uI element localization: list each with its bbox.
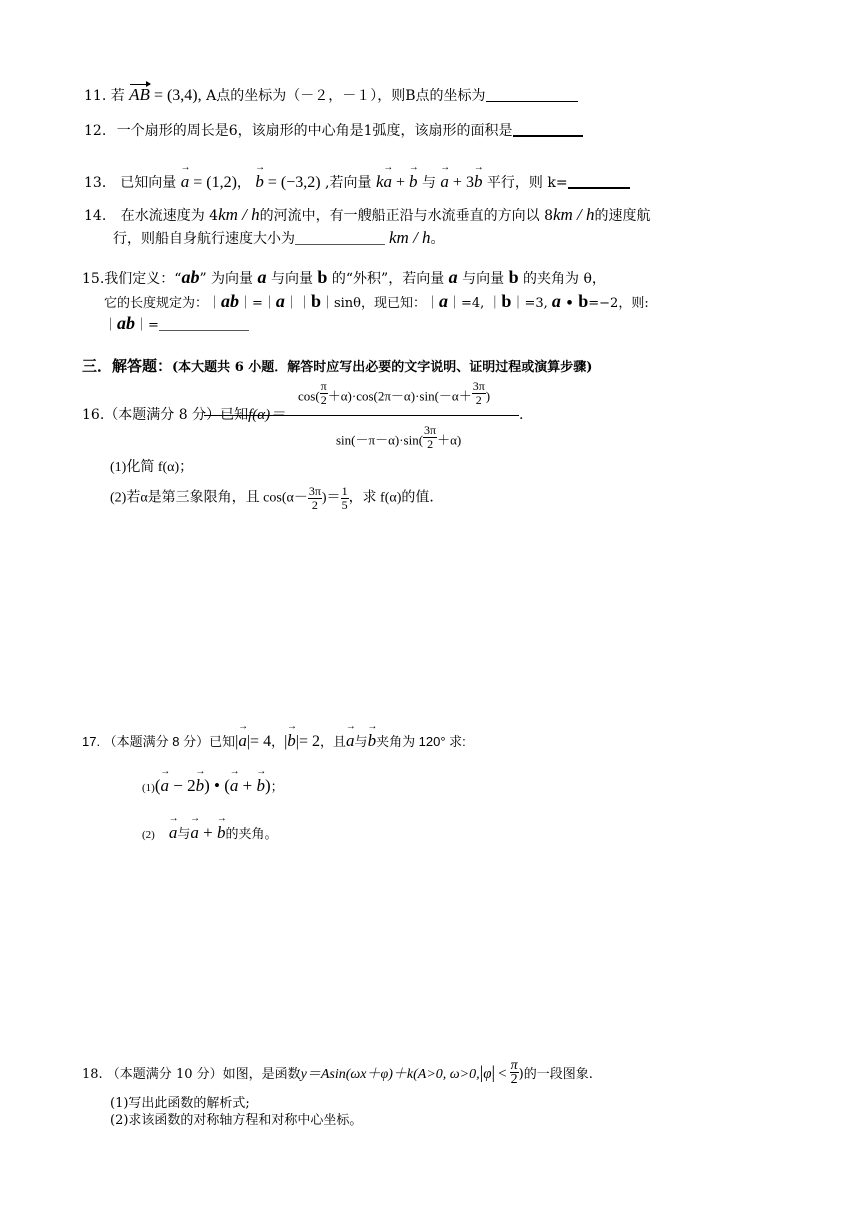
q14-unit: km / h: [552, 205, 595, 224]
q16-part-2-b: )＝: [321, 490, 341, 506]
q14-number: 14.: [84, 208, 107, 224]
q16-denom-a: sin(－π－α)·sin(: [336, 432, 424, 448]
q15-b: b: [578, 291, 589, 311]
q16-one: 1: [341, 484, 348, 498]
section-3-title: 三．解答题：: [82, 357, 173, 375]
q15-text-8: ｜=｜: [239, 296, 276, 311]
q18-lt: <: [498, 1066, 507, 1082]
q18-two: 2: [510, 1072, 518, 1087]
q14-text-4: 行，则船自身航行速度大小为: [113, 231, 295, 247]
q16-fraction-bar: [204, 415, 519, 416]
q18-part-2-text: (2)求该函数的对称轴方程和对称中心坐标。: [110, 1113, 363, 1128]
q15-a: a: [448, 267, 458, 287]
q15-text-14: ｜: [104, 318, 118, 333]
q11-vector-value: = (3,4),: [149, 87, 202, 104]
q14-text-2: 的河流中，有一艘船正沿与水流垂直的方向以 8: [259, 208, 553, 224]
vector-a: → a: [190, 824, 199, 842]
q12-answer-blank[interactable]: [513, 121, 583, 137]
q13-k: k: [375, 172, 384, 191]
q14-text-3: 的速度航: [594, 208, 651, 224]
question-15-line-3: [104, 314, 249, 335]
q15-text-6: 的夹角为 θ，: [523, 271, 606, 287]
q16-two: 2: [475, 393, 482, 407]
q13-text-3: 与: [421, 175, 436, 191]
q13-text-1: 已知向量: [120, 175, 177, 191]
q18-pi-over-2: [510, 1059, 519, 1086]
q15-text-5: 与向量: [462, 271, 505, 287]
vector-b: → b: [474, 173, 483, 191]
vector-b: → b: [255, 173, 264, 191]
question-14-line-2: [113, 229, 445, 248]
q15-text-2: ” 为向量: [199, 271, 254, 287]
q16-part-2: [110, 485, 443, 512]
q16-f-alpha: f(α)＝: [248, 407, 286, 423]
q11-prefix: 若: [110, 88, 125, 104]
q16-label: 16.（本题满分 8 分）已知: [82, 407, 249, 423]
vector-a: → a: [440, 173, 449, 191]
q13-plus-3: + 3: [448, 174, 474, 191]
q16-three-pi: 3π: [472, 379, 485, 393]
q16-end: .: [519, 407, 524, 423]
q17-angle: 夹角为 120° 求:: [376, 734, 466, 749]
vector-a: → a: [238, 732, 247, 750]
q18-part-2: [110, 1112, 362, 1130]
q16-3pi-over-2-cond: [308, 485, 322, 512]
q15-text-1: 我们定义：“: [104, 271, 182, 287]
q14-text-1: 在水流速度为 4: [120, 208, 219, 224]
q15-b: b: [317, 267, 328, 287]
q12-text: 一个扇形的周长是6，该扇形的中心角是1弧度，该扇形的面积是: [116, 123, 513, 139]
q15-ab: ab: [117, 313, 136, 333]
q14-answer-blank[interactable]: [295, 230, 385, 245]
q14-unit: km / h: [389, 228, 431, 247]
q17-part-2-label: (2): [142, 829, 155, 841]
q15-number: 15.: [82, 271, 105, 287]
q16-part-2-c: ，求 f(α)的值．: [348, 490, 444, 506]
q17-part-2-text: 的夹角。: [225, 826, 278, 841]
q15-text-12: ｜=3,: [511, 296, 552, 311]
question-15-line-1: [82, 268, 606, 288]
q16-two: 2: [320, 393, 327, 407]
q15-a: a: [438, 291, 448, 311]
q15-a: a: [257, 267, 267, 287]
q15-text-15: ｜=: [135, 318, 159, 333]
q13-b-value: = (−3,2): [263, 174, 321, 191]
q16-part-1: [110, 459, 193, 477]
q17-part-1: (1)(→ a − 2→ b) • (→ a + → b)；: [142, 777, 284, 797]
vector-b: → b: [196, 777, 205, 795]
q15-text-9: ｜｜: [284, 296, 311, 311]
q16-two: 2: [427, 437, 434, 451]
vector-a: → a: [346, 732, 355, 750]
q16-two: 2: [311, 498, 318, 512]
q18-head: 18. （本题满分 10 分）如图，是函数y＝Asin(ωx＋φ)＋k(A>0, ω>0,|φ| < $\frac{\pi}{2}$ )的一段图象.: [82, 1058, 593, 1087]
q15-ab: ab: [221, 291, 240, 311]
q18-phi: φ: [483, 1066, 492, 1082]
question-13: [84, 173, 630, 192]
q15-b: b: [310, 291, 321, 311]
q16-three-pi: 3π: [424, 423, 437, 437]
vector-a: → a: [230, 777, 239, 795]
vector-b: → b: [217, 824, 226, 842]
q15-text-3: 与向量: [270, 271, 313, 287]
q11-number: 11.: [84, 88, 107, 104]
q17-mid: ，且: [320, 734, 347, 749]
q13-a-value: = (1,2): [189, 174, 237, 191]
q17-part-2: (2)→ a与→ a + → b的夹角。: [142, 824, 277, 844]
q18-tail: )的一段图象.: [518, 1067, 593, 1082]
q16-three-pi: 3π: [308, 484, 321, 498]
q17-part-1-label: (1): [142, 782, 155, 794]
question-12: [84, 121, 583, 140]
q17-part-2-and: 与: [177, 826, 191, 841]
q18-pi: π: [510, 1058, 518, 1073]
section-3-note: (本大题共 6 小题．解答时应写出必要的文字说明、证明过程或演算步骤): [172, 360, 593, 375]
q17-b-magnitude: 2: [312, 733, 321, 750]
q15-text-13: =−2，则:: [588, 296, 649, 311]
q16-3pi-over-2-den: [423, 424, 437, 451]
q16-one-fifth: [341, 485, 349, 512]
q15-answer-blank[interactable]: [159, 316, 249, 331]
q16-numer-c: ): [485, 388, 491, 404]
vector-a: → a: [181, 173, 190, 191]
q16-numerator: [298, 379, 491, 411]
vector-a: → a: [169, 824, 178, 842]
q16-pi: π: [320, 379, 327, 393]
q15-dot: •: [560, 296, 579, 311]
q15-b: b: [508, 267, 519, 287]
vector-a: → a: [383, 173, 392, 191]
q16-five: 5: [341, 498, 348, 512]
q18-label: 18. （本题满分 10 分）如图，是函数: [82, 1067, 301, 1082]
q16-numer-a: cos(: [298, 388, 320, 404]
q15-b: b: [501, 291, 512, 311]
q15-text-11: ｜=4, ｜: [447, 296, 502, 311]
vector-a: → a: [161, 777, 170, 795]
q13-text-4: 平行，则 k=: [486, 175, 568, 191]
q15-text-4: 的“外积”，若向量: [331, 271, 445, 287]
q12-number: 12.: [84, 123, 107, 139]
q15-a: a: [275, 291, 285, 311]
q13-text-2: ,若向量: [325, 175, 372, 191]
question-11: [84, 86, 578, 105]
q11-text: A点的坐标为（－２，－１），则B点的坐标为: [206, 88, 486, 104]
q15-text-7: 它的长度规定为：｜: [104, 296, 222, 311]
q13-number: 13．: [84, 175, 116, 191]
q16-part-2-a: (2)若α是第三象限角，且 cos(α－: [110, 490, 308, 506]
vector-b: → b: [368, 732, 377, 750]
q14-unit: km / h: [218, 205, 260, 224]
q15-text-10: ｜sinθ，现已知：｜: [320, 296, 439, 311]
q11-answer-blank[interactable]: [486, 87, 578, 102]
q16-denom-b: ＋α): [437, 432, 462, 448]
q13-answer-blank[interactable]: [568, 173, 630, 189]
q13-plus: +: [391, 174, 410, 191]
vector-b: → b: [256, 777, 265, 795]
q16-3pi-over-2: [472, 380, 486, 407]
q17-and: 与: [354, 734, 368, 749]
q16-period: [519, 406, 523, 424]
q18-part-1-text: (1)写出此函数的解析式;: [110, 1096, 250, 1111]
vector-b: → b: [409, 173, 418, 191]
q17-a-magnitude: 4: [263, 733, 272, 750]
q17-head: 17. （本题满分 8 分）已知|→ a|= 4，|→ b|= 2，且→ a与→ b夹角为 120° 求:: [82, 732, 466, 751]
q16-part-1-text: (1)化简 f(α)；: [110, 460, 194, 475]
section-3-heading: [82, 357, 592, 377]
q16-numer-b: ＋α)·cos(2π－α)·sin(－α＋: [327, 388, 472, 404]
vector-ab: AB: [129, 85, 150, 104]
q15-ab: ab: [181, 267, 200, 287]
question-14-line-1: [84, 206, 651, 225]
q16-denominator: [336, 423, 462, 455]
q15-a: a: [551, 291, 561, 311]
vector-b: → b: [287, 732, 296, 750]
q17-label: 17. （本题满分 8 分）已知: [82, 734, 236, 749]
q16-pi-over-2: [320, 380, 328, 407]
q14-text-5: 。: [430, 231, 445, 247]
q13-comma: ，: [236, 175, 251, 191]
q18-part-1: [110, 1095, 250, 1113]
q18-function: y＝Asin(ωx＋φ)＋k(A>0, ω>0,: [300, 1067, 480, 1082]
question-15-line-2: [104, 292, 649, 313]
